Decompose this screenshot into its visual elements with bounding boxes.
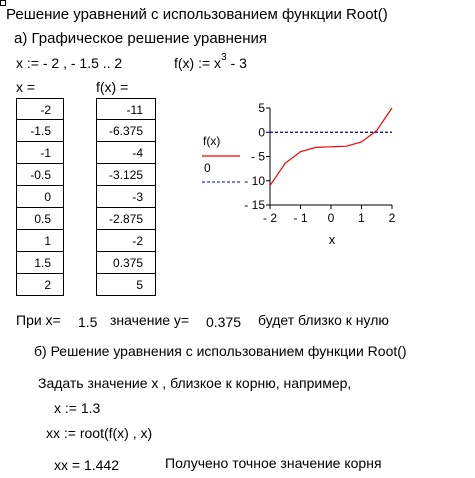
page-title: Решение уравнений с использованием функции Root() (6, 6, 388, 23)
x-tick-label: - 2 (262, 211, 278, 225)
fx-table-cell: -2 (97, 230, 155, 252)
x-axis-label: x (328, 232, 336, 247)
x-table-cell: -1 (17, 142, 63, 164)
result-suffix: будет близко к нулю (258, 312, 389, 328)
plot-legend (202, 134, 240, 182)
fx-series-line (270, 108, 392, 186)
fx-table-cell: -3.125 (97, 164, 155, 186)
fx-table-cell: 0.375 (97, 252, 155, 274)
result-prefix: При x= (16, 312, 61, 328)
fx-table-cell: -3 (97, 186, 155, 208)
function-definition[interactable] (174, 52, 247, 71)
y-tick-label: - 5 (250, 149, 265, 164)
y-tick-label: 5 (258, 101, 265, 115)
x-table-cell: 1.5 (17, 252, 63, 274)
assign-x-expression[interactable]: x := 1.3 (54, 400, 101, 416)
plot-ticks (244, 101, 395, 225)
fx-table-cell: 5 (97, 274, 155, 296)
legend-label-zero: 0 (204, 161, 211, 175)
plot-axes (270, 108, 392, 205)
fx-table-cell: -11 (97, 98, 155, 120)
x-table-cell: -0.5 (17, 164, 63, 186)
fx-table-cell: -6.375 (97, 120, 155, 142)
fx-values-table[interactable] (96, 98, 156, 296)
x-tick-label: - 1 (293, 211, 308, 225)
x-tick-label: 2 (388, 211, 396, 225)
x-table-cell: 1 (17, 230, 63, 252)
legend-label-fx: f(x) (203, 134, 221, 148)
root-expression[interactable]: xx := root(f(x) , x) (46, 425, 153, 441)
x-values-table[interactable] (16, 98, 64, 296)
x-table-cell: -1.5 (17, 120, 63, 142)
y-tick-label: 0 (258, 125, 265, 140)
section-a-title: а) Графическое решение уравнения (14, 30, 268, 47)
x-range-definition[interactable]: x := - 2 , - 1.5 .. 2 (16, 55, 123, 71)
function-plot[interactable] (190, 100, 410, 250)
plot-lines (270, 108, 392, 186)
x-table-cell: 0.5 (17, 208, 63, 230)
fx-table-header: f(x) = (96, 79, 129, 95)
x-table-cell: 2 (17, 274, 63, 296)
x-tick-label: 0 (327, 211, 335, 225)
final-note: Получено точное значение корня (165, 455, 382, 471)
result-x-value: 1.5 (78, 314, 98, 330)
y-tick-label: - 10 (244, 173, 265, 188)
function-definition-prefix: f(x) := x (174, 55, 222, 71)
result-y-value: 0.375 (206, 314, 242, 330)
y-tick-label: - 15 (244, 198, 265, 212)
section-b-title: б) Решение уравнения с использованием функции Root() (34, 343, 407, 359)
x-tick-label: 1 (358, 211, 365, 225)
instruction-text: Задать значение x , близкое к корню, например, (38, 375, 352, 391)
result-mid-text: значение y= (110, 312, 190, 328)
function-exponent: 3 (221, 52, 227, 63)
root-result[interactable]: xx = 1.442 (54, 457, 119, 473)
fx-table-cell: -4 (97, 142, 155, 164)
function-definition-suffix: - 3 (226, 55, 247, 71)
fx-table-cell: -2.875 (97, 208, 155, 230)
x-table-cell: 0 (17, 186, 63, 208)
x-table-cell: -2 (17, 98, 63, 120)
x-table-header: x = (16, 79, 36, 95)
